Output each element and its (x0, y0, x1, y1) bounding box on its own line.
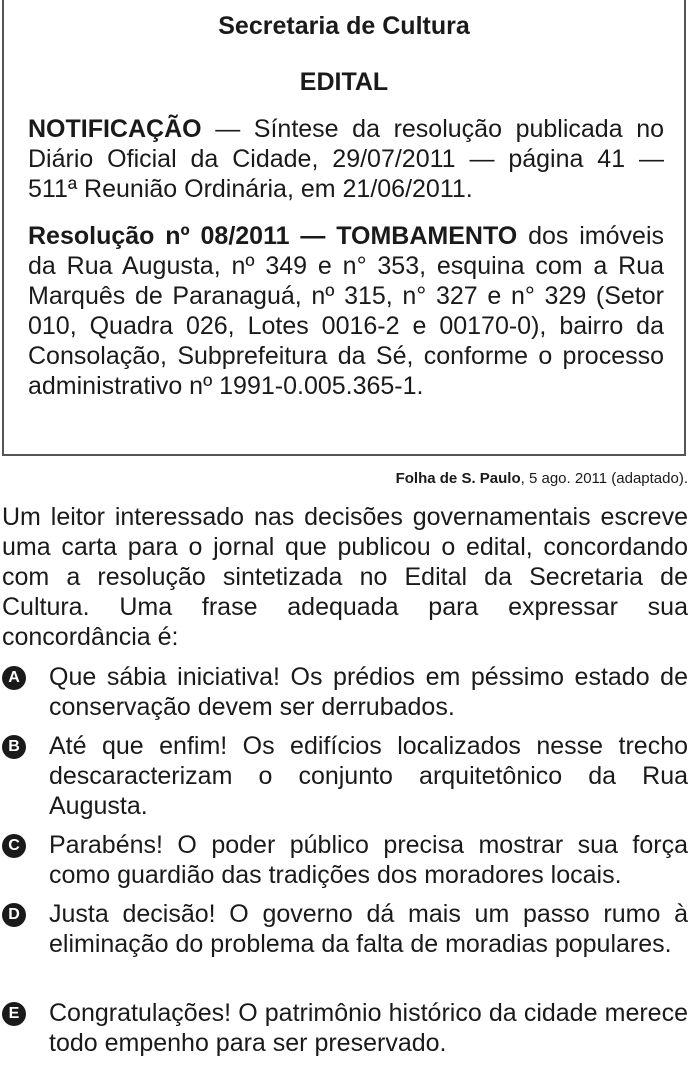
notification-label: NOTIFICAÇÃO (28, 115, 202, 143)
option-text-b: Até que enfim! Os edifícios localizados nesse trecho descaracterizam o conjunto arquitetônico da Rua Augusta. (49, 732, 688, 820)
option-letter-e: E (2, 1002, 26, 1026)
option-text-e: Congratulações! O patrimônio histórico da cidade merece todo empenho para ser preservado. (49, 999, 688, 1057)
notification-text: — Síntese da resolução publicada no Diário Oficial da Cidade, 29/07/2011 — página 41 — 511ª Reunião Ordinária, em 21/06/2011. (28, 115, 664, 203)
resolution-text: dos imóveis da Rua Augusta, nº 349 e n° 353, esquina com a Rua Marquês de Paranaguá, nº 315, n° 327 e n° 329 (Setor 010, Quadra 026, Lotes 0016-2 e 00170-0), bairro da Consolação, Subprefeitura da Sé, conforme o processo administrativo nº 1991-0.005.365-1. (28, 222, 664, 400)
source-citation (0, 469, 688, 489)
notification-paragraph (28, 114, 664, 204)
source-detail: , 5 ago. 2011 (adaptado). (520, 470, 688, 487)
option-text-a: Que sábia iniciativa! Os prédios em péssimo estado de conservação devem ser derrubados. (49, 663, 688, 721)
option-letter-c: C (2, 834, 26, 858)
edital-title: EDITAL (299, 68, 389, 96)
resolution-label: Resolução nº 08/2011 — TOMBAMENTO (28, 222, 518, 250)
option-letter-b: B (2, 735, 26, 759)
option-letter-a: A (2, 666, 26, 690)
secretaria-title: Secretaria de Cultura (218, 12, 470, 40)
resolution-paragraph (28, 221, 664, 401)
option-letter-d: D (2, 903, 26, 927)
option-text-c: Parabéns! O poder público precisa mostrar sua força como guardião das tradições dos moradores locais. (49, 831, 688, 889)
source-publication: Folha de S. Paulo (395, 470, 521, 487)
question-text: Um leitor interessado nas decisões governamentais escreve uma carta para o jornal que publicou o edital, concordando com a resolução sintetizada no Edital da Secretaria de Cultura. Uma frase adequada para expressar sua concordância é: (2, 503, 688, 651)
edital-box (2, 0, 686, 456)
option-text-d: Justa decisão! O governo dá mais um passo rumo à eliminação do problema da falta de moradias populares. (49, 900, 688, 958)
